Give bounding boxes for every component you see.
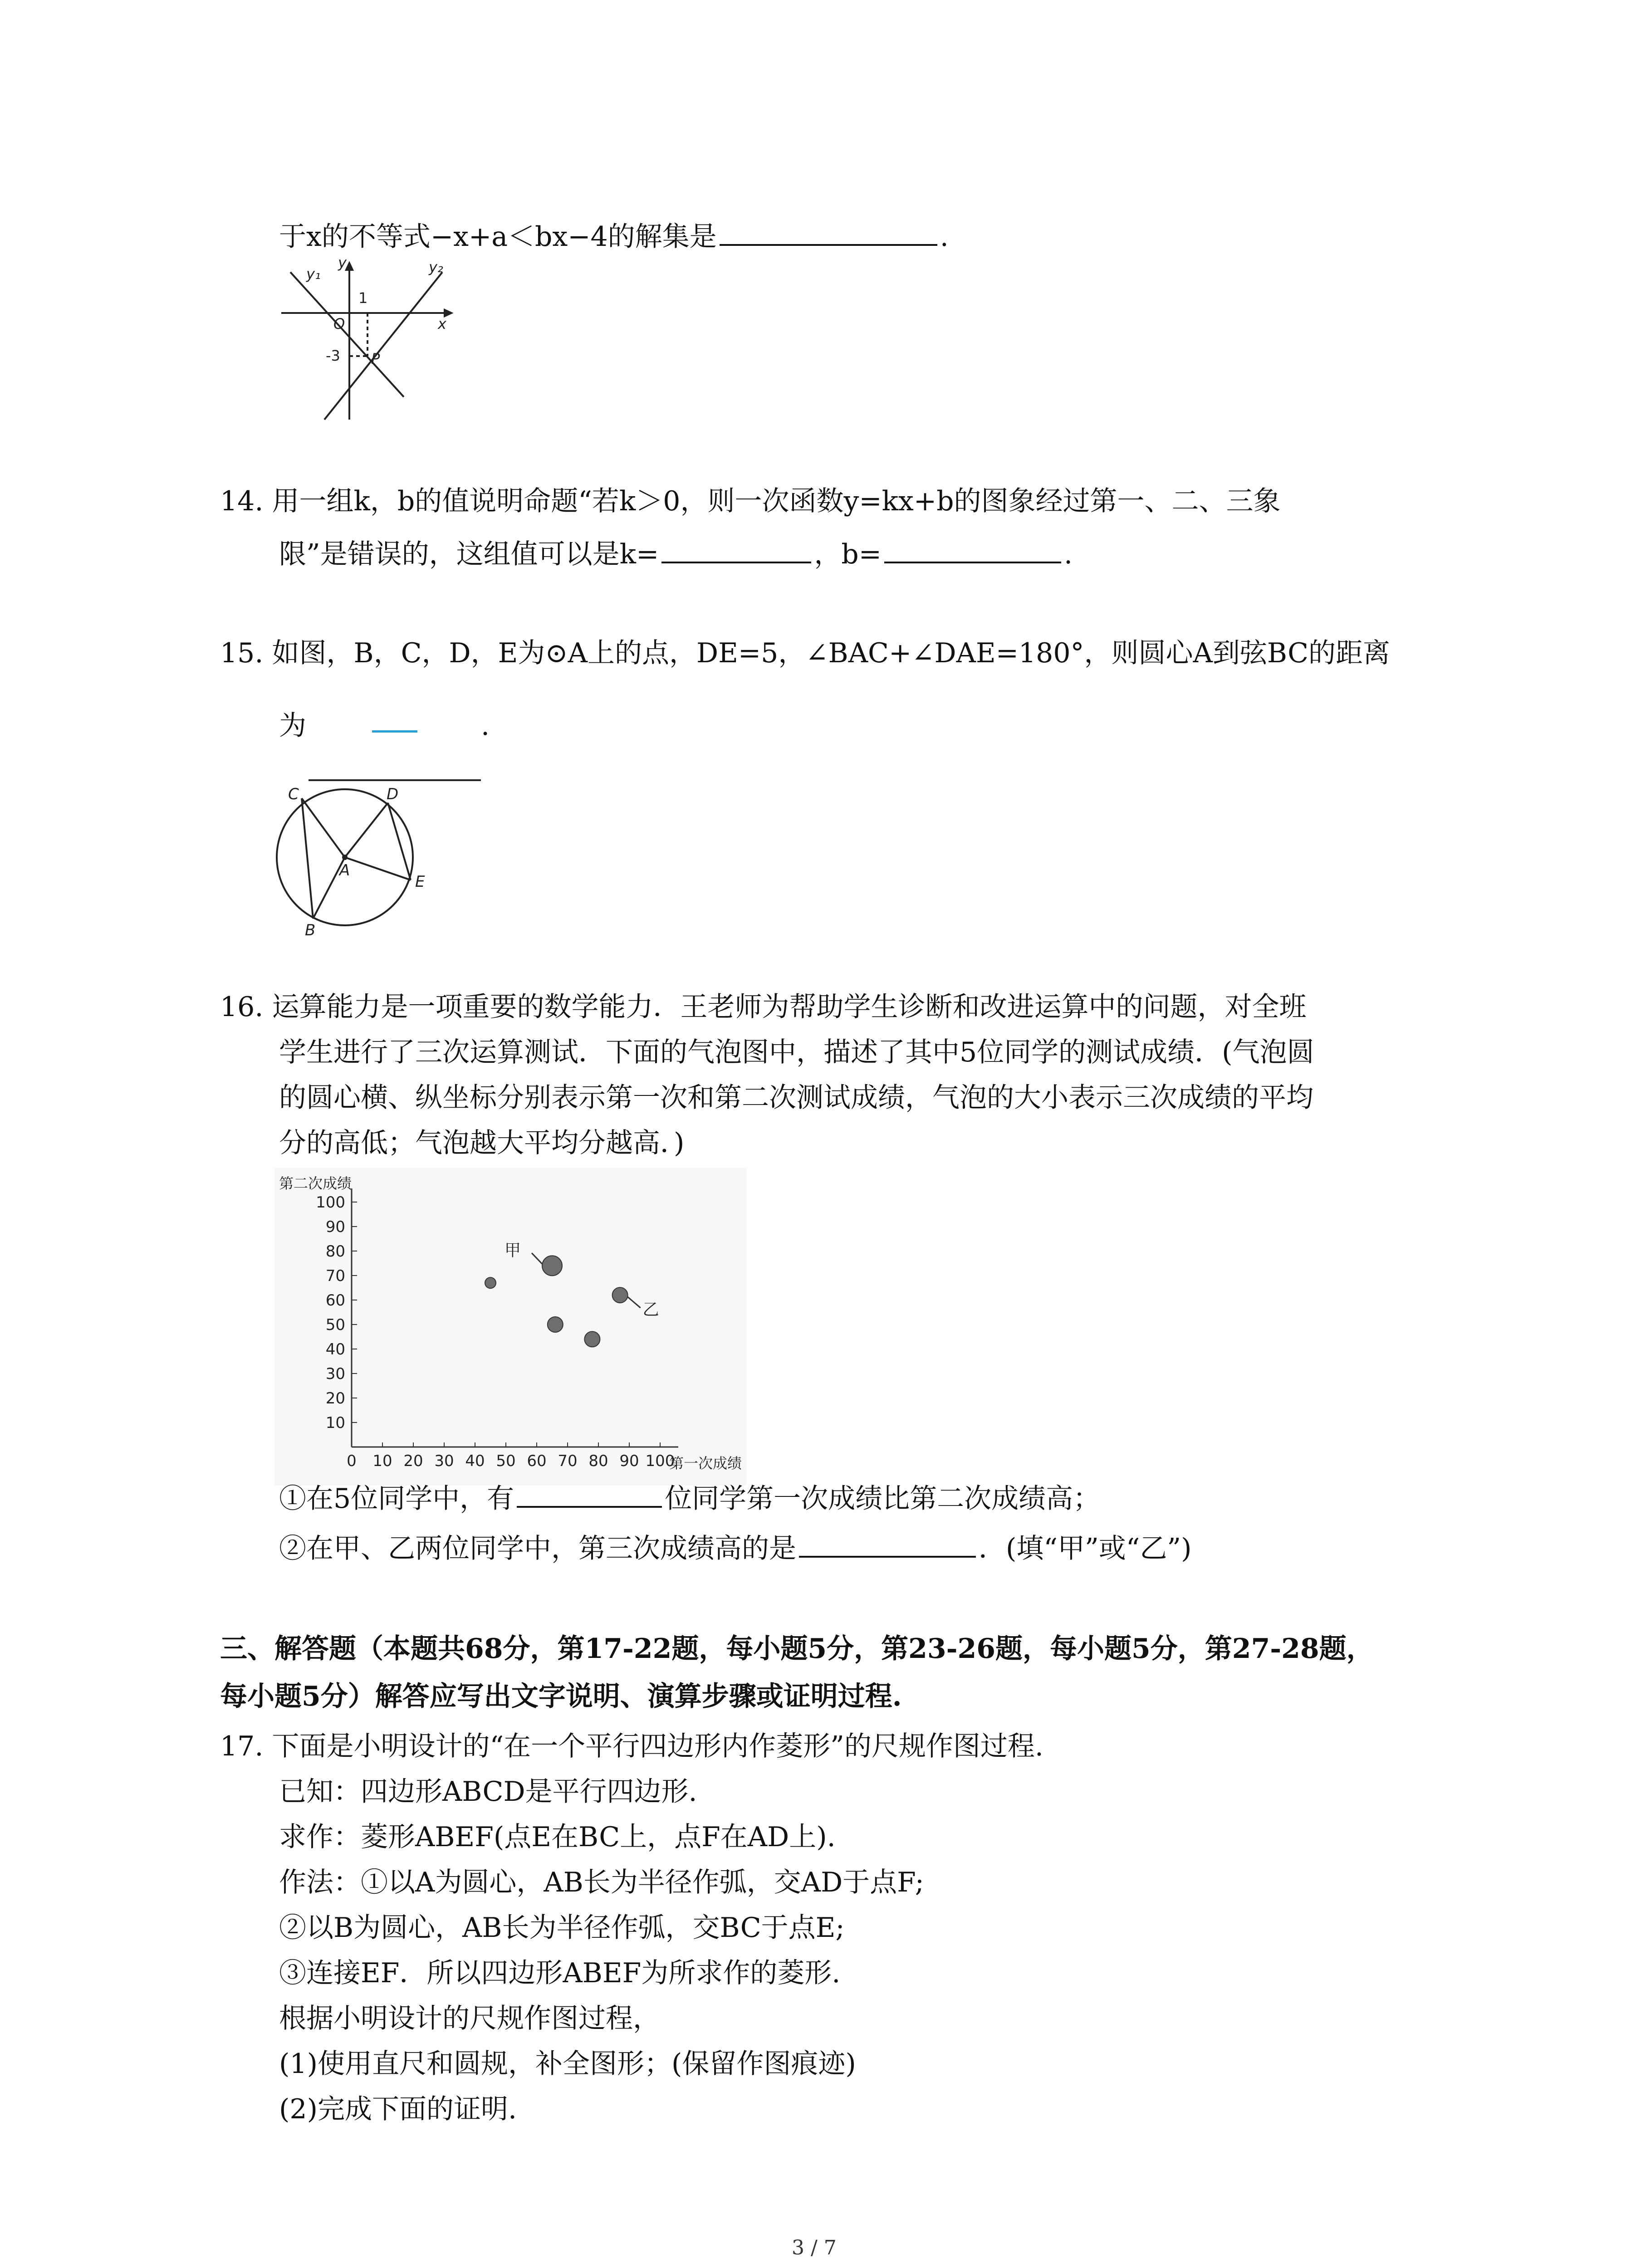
section3-heading-line2: 每小题5分）解答应写出文字说明、演算步骤或证明过程. (220, 1681, 902, 1712)
section3-heading-line1: 三、解答题（本题共68分，第17-22题，每小题5分，第23-26题，每小题5分，第27-28题， (220, 1633, 1374, 1665)
q15-answer-mark (372, 730, 417, 733)
q14-line1: 14. 用一组k，b的值说明命题“若k＞0，则一次函数y=kx+b的图象经过第一、二、三象 (220, 485, 1281, 517)
q17-line: (2)完成下面的证明. (279, 2093, 517, 2125)
bubble-point (584, 1331, 600, 1347)
q15-figure (268, 767, 495, 939)
bubble-point (542, 1256, 562, 1276)
x-tick-label: 30 (434, 1452, 454, 1470)
y-axis-title: 第二次成绩 (279, 1175, 352, 1192)
q13-text: 于x的不等式−x+a＜bx−4的解集是 . (279, 217, 949, 255)
y-axis-arrow (346, 263, 353, 270)
label-d: D (387, 785, 399, 803)
y-tick-label: 90 (325, 1218, 345, 1236)
q17-line: 已知：四边形ABCD是平行四边形. (279, 1776, 697, 1808)
center-dot (342, 855, 348, 860)
label-y: y (338, 254, 347, 271)
y-tick-label: 70 (325, 1267, 345, 1285)
q16-sub2: ②在甲、乙两位同学中，第三次成绩高的是 ．(填“甲”或“乙”) (279, 1529, 1192, 1567)
label-x: x (438, 315, 446, 332)
label-e: E (415, 873, 425, 891)
line-y1 (290, 272, 404, 397)
label-a: A (339, 861, 350, 880)
label-b: B (305, 921, 316, 939)
q16-line4: 分的高低；气泡越大平均分越高．) (279, 1127, 685, 1159)
x-tick-label: 20 (403, 1452, 423, 1470)
chart-background (274, 1168, 746, 1486)
q16-sub1: ①在5位同学中，有 位同学第一次成绩比第二次成绩高； (279, 1479, 1100, 1517)
q16-sub2-blank[interactable] (799, 1529, 976, 1558)
x-axis-title: 第一次成绩 (669, 1455, 742, 1472)
q16-line1: 16. 运算能力是一项重要的数学能力．王老师为帮助学生诊断和改进运算中的问题，对全班 (220, 991, 1307, 1023)
x-tick-label: 100 (645, 1452, 675, 1470)
q15-line2: 为 (279, 710, 306, 742)
q13-figure (272, 254, 463, 426)
x-tick-label: 10 (372, 1452, 392, 1470)
label-y1: y₁ (306, 265, 321, 283)
bubble-point (485, 1277, 496, 1288)
q13-answer-blank[interactable] (720, 217, 937, 246)
x-tick-label: 90 (619, 1452, 639, 1470)
q17-line: 17. 下面是小明设计的“在一个平行四边形内作菱形”的尺规作图过程. (220, 1730, 1043, 1762)
q17-line: 根据小明设计的尺规作图过程， (279, 2003, 660, 2034)
q16-line3: 的圆心横、纵坐标分别表示第一次和第二次测试成绩，气泡的大小表示三次成绩的平均 (279, 1082, 1313, 1114)
bubble-chart (274, 1168, 746, 1486)
x-tick-label: 40 (465, 1452, 485, 1470)
label-minus3: -3 (326, 347, 340, 364)
x-tick-label: 60 (527, 1452, 547, 1470)
segment-ca (302, 798, 345, 857)
segment-ae (345, 857, 411, 880)
q15-line1: 15. 如图，B，C，D，E为⊙A上的点，DE=5，∠BAC+∠DAE=180°，则圆心A到弦BC的距离 (220, 637, 1390, 669)
q16-line2: 学生进行了三次运算测试．下面的气泡图中，描述了其中5位同学的测试成绩．(气泡圆 (279, 1036, 1314, 1068)
q17-line: ②以B为圆心，AB长为半径作弧，交BC于点E; (279, 1912, 845, 1944)
x-tick-label: 70 (558, 1452, 578, 1470)
q14-k-blank[interactable] (661, 534, 811, 563)
point-label: 甲 (505, 1241, 521, 1260)
label-1: 1 (358, 289, 368, 307)
x-tick-label: 50 (496, 1452, 516, 1470)
q16-sub1-blank[interactable] (517, 1479, 662, 1508)
y-tick-label: 20 (325, 1389, 345, 1408)
y-tick-label: 30 (325, 1365, 345, 1383)
y-tick-label: 40 (325, 1340, 345, 1359)
x-tick-label: 0 (347, 1452, 357, 1470)
label-origin: O (333, 315, 345, 332)
y-tick-label: 50 (325, 1316, 345, 1334)
q17-line: 作法：①以A为圆心，AB长为半径作弧，交AD于点F; (279, 1867, 924, 1898)
q14-line2: 限”是错误的，这组值可以是k= ，b= . (279, 534, 1073, 572)
segment-de (388, 803, 411, 880)
label-c: C (288, 785, 299, 803)
y-tick-label: 60 (325, 1291, 345, 1310)
x-tick-label: 80 (588, 1452, 608, 1470)
label-y2: y₂ (429, 259, 443, 276)
point-label: 乙 (642, 1300, 659, 1320)
page-number: 3 / 7 (792, 2236, 837, 2259)
bubble-point (612, 1287, 628, 1303)
bubble-point (548, 1317, 563, 1332)
label-p: P (371, 350, 380, 367)
y-tick-label: 100 (316, 1193, 345, 1212)
segment-cb (302, 798, 313, 919)
q15-period: . (481, 710, 490, 742)
line-y2 (324, 272, 442, 420)
segment-da (345, 803, 388, 857)
y-tick-label: 80 (325, 1242, 345, 1261)
q17-line: ③连接EF．所以四边形ABEF为所求作的菱形. (279, 1957, 841, 1989)
q14-b-blank[interactable] (884, 534, 1061, 563)
q17-line: (1)使用直尺和圆规，补全图形；(保留作图痕迹) (279, 2048, 856, 2080)
q17-line: 求作：菱形ABEF(点E在BC上，点F在AD上). (279, 1821, 836, 1853)
y-tick-label: 10 (325, 1414, 345, 1432)
